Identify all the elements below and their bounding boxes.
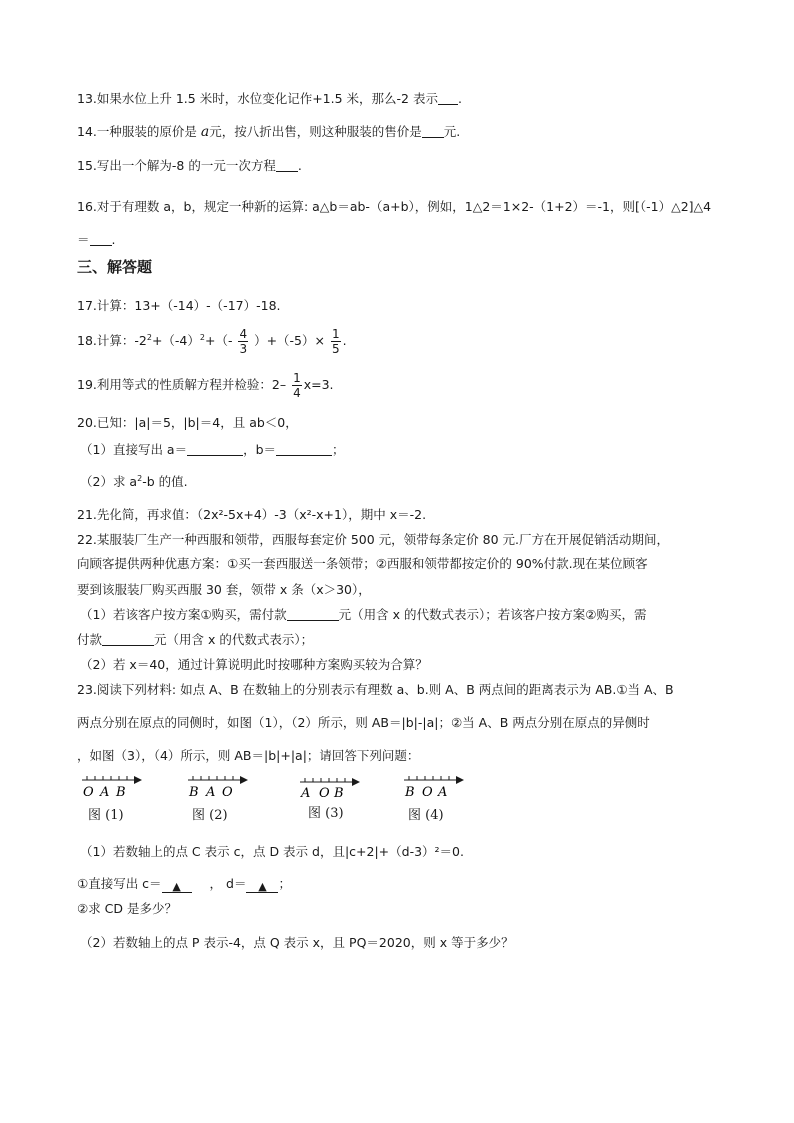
fraction-denominator: 3 — [239, 342, 248, 356]
question-23-line-2: 两点分别在原点的同侧时，如图（1），（2）所示，则 AB＝|b|-|a|；②当 A、B 两点分别在原点的异侧时 — [77, 715, 650, 730]
question-20: 20.已知：|a|＝5，|b|＝4，且 ab＜0， — [77, 415, 298, 430]
q18-text-4: ）+（-5）× — [254, 333, 325, 348]
q23-p1i-text-2: ， d＝ — [209, 876, 247, 891]
point-label: A — [206, 785, 216, 800]
variable-a: a — [200, 124, 210, 140]
question-22-part-2: （2）若 x＝40，通过计算说明此时按哪种方案购买较为合算？ — [80, 657, 428, 672]
point-label: A — [100, 785, 110, 800]
fraction-numerator: 1 — [331, 327, 340, 341]
point-label: A — [438, 785, 448, 800]
q22-p1-text-3: 付款 — [77, 632, 103, 647]
question-16-line-1 — [77, 197, 711, 215]
question-23-part-1-ii: ②求 CD 是多少？ — [77, 901, 178, 916]
question-23-part-2: （2）若数轴上的点 P 表示-4，点 Q 表示 x，且 PQ＝2020，则 x 等于多少？ — [80, 935, 514, 950]
section-title: 三、解答题 — [77, 258, 153, 276]
figure-4 — [402, 772, 466, 823]
point-label: B — [334, 786, 344, 801]
point-label: O — [422, 785, 433, 800]
question-16-line-2 — [77, 230, 116, 248]
answer-blank[interactable] — [276, 159, 298, 172]
question-22-part-1-cont — [77, 630, 313, 648]
figure-caption: 图 (1) — [88, 808, 124, 823]
answer-blank-b[interactable] — [276, 443, 332, 456]
q16-end: . — [111, 232, 116, 247]
point-label: O — [222, 785, 233, 800]
q15-text: 15.写出一个解为-8 的一元一次方程 — [77, 158, 276, 173]
figure-2 — [186, 772, 250, 823]
q20-p1-end: ； — [332, 442, 345, 457]
q20-p1-text: （1）直接写出 a＝ — [80, 442, 188, 457]
q14-end: 元. — [443, 124, 461, 139]
figure-caption: 图 (3) — [308, 806, 344, 821]
answer-blank[interactable] — [102, 633, 154, 646]
point-label: B — [116, 785, 126, 800]
exponent: 2 — [199, 332, 205, 342]
question-23-line-1: 23.阅读下列材料: 如点 A、B 在数轴上的分别表示有理数 a、b.则 A、B 两点间的距离表示为 AB.①当 A、B — [77, 682, 674, 697]
q18-text-3: +（- — [204, 333, 233, 348]
question-22-line-1: 22.某服装厂生产一种西服和领带，西服每套定价 500 元，领带每条定价 80 元.厂方在开展促销活动期间， — [77, 532, 670, 547]
point-label: B — [189, 785, 199, 800]
fraction — [331, 328, 341, 355]
question-19 — [77, 372, 334, 399]
number-line-2 — [186, 772, 250, 804]
question-22-part-1 — [80, 605, 646, 623]
q22-p1-end: 元（用含 x 的代数式表示）； — [154, 632, 314, 647]
question-22-line-2: 向顾客提供两种优惠方案：①买一套西服送一条领带；②西服和领带都按定价的 90%付款.现在某位顾客 — [77, 556, 648, 571]
exponent: 2 — [137, 473, 143, 483]
fraction-denominator: 5 — [331, 342, 340, 356]
q19-end: x=3. — [303, 377, 334, 392]
question-20-part-1 — [80, 440, 345, 458]
figure-3 — [298, 776, 362, 821]
point-label: O — [319, 786, 330, 801]
q22-p1-text: （1）若该客户按方案①购买，需付款 — [80, 607, 287, 622]
question-23-part-1-i — [77, 874, 291, 893]
q13-text: 13.如果水位上升 1.5 米时，水位变化记作+1.5 米，那么-2 表示 — [77, 91, 438, 106]
fraction-numerator: 1 — [293, 371, 301, 385]
answer-blank-c[interactable]: ▲ — [162, 880, 192, 893]
point-label: A — [301, 786, 311, 801]
question-23-part-1: （1）若数轴上的点 C 表示 c，点 D 表示 d，且|c+2|+（d-3）²＝0. — [80, 844, 464, 859]
fraction — [292, 372, 302, 399]
question-20-part-2 — [80, 472, 188, 490]
question-23-line-3: ，如图（3），（4）所示，则 AB＝|b|+|a|；请回答下列问题： — [77, 748, 420, 763]
q13-end: . — [457, 91, 462, 106]
q20-p1-text-2: ，b＝ — [243, 442, 277, 457]
question-14 — [77, 122, 460, 140]
fraction-numerator: 4 — [239, 327, 248, 341]
question-13 — [77, 89, 462, 107]
point-label: O — [83, 785, 94, 800]
q18-text-2: +（-4） — [151, 333, 200, 348]
question-22-line-3: 要到该服装厂购买西服 30 套，领带 x 条（x＞30）， — [77, 582, 371, 597]
answer-blank[interactable] — [90, 233, 112, 246]
q19-text: 19.利用等式的性质解方程并检验：2– — [77, 377, 287, 392]
question-21: 21.先化简，再求值：（2x²-5x+4）-3（x²-x+1），期中 x＝-2. — [77, 507, 427, 522]
q22-p1-text-2: 元（用含 x 的代数式表示）；若该客户按方案②购买，需 — [338, 607, 647, 622]
q20-p2-text: （2）求 a — [80, 474, 138, 489]
exponent: 2 — [146, 332, 152, 342]
number-line-1 — [80, 772, 144, 804]
q23-p1i-end: ； — [278, 876, 291, 891]
q14-text: 14.一种服装的原价是 — [77, 124, 197, 139]
fraction-denominator: 4 — [293, 386, 301, 400]
fraction — [238, 328, 248, 355]
answer-blank-a[interactable] — [187, 443, 243, 456]
question-15 — [77, 156, 302, 174]
q20-p2-end: -b 的值. — [142, 474, 188, 489]
q18-text: 18.计算：-2 — [77, 333, 147, 348]
number-line-3 — [298, 776, 362, 804]
figure-caption: 图 (2) — [192, 808, 228, 823]
answer-blank[interactable] — [438, 92, 458, 105]
figure-caption: 图 (4) — [408, 808, 444, 823]
q18-end: . — [342, 333, 347, 348]
question-18 — [77, 328, 347, 355]
answer-blank[interactable] — [287, 608, 339, 621]
answer-blank-d[interactable]: ▲ — [246, 880, 278, 893]
q16-equals: ＝ — [77, 232, 90, 247]
q15-end: . — [297, 158, 302, 173]
q23-p1i-text: ①直接写出 c＝ — [77, 876, 162, 891]
figure-1 — [80, 772, 144, 823]
question-17: 17.计算：13+（-14）-（-17）-18. — [77, 298, 281, 313]
q14-text-2: 元，按八折出售，则这种服装的售价是 — [209, 124, 422, 139]
number-line-4 — [402, 772, 466, 804]
point-label: B — [405, 785, 415, 800]
q16-text: 16.对于有理数 a，b，规定一种新的运算: a△b＝ab-（a+b），例如，1△2＝1×2-（1+2）＝-1，则[（-1）△2]△4 — [77, 199, 712, 214]
answer-blank[interactable] — [422, 125, 444, 138]
